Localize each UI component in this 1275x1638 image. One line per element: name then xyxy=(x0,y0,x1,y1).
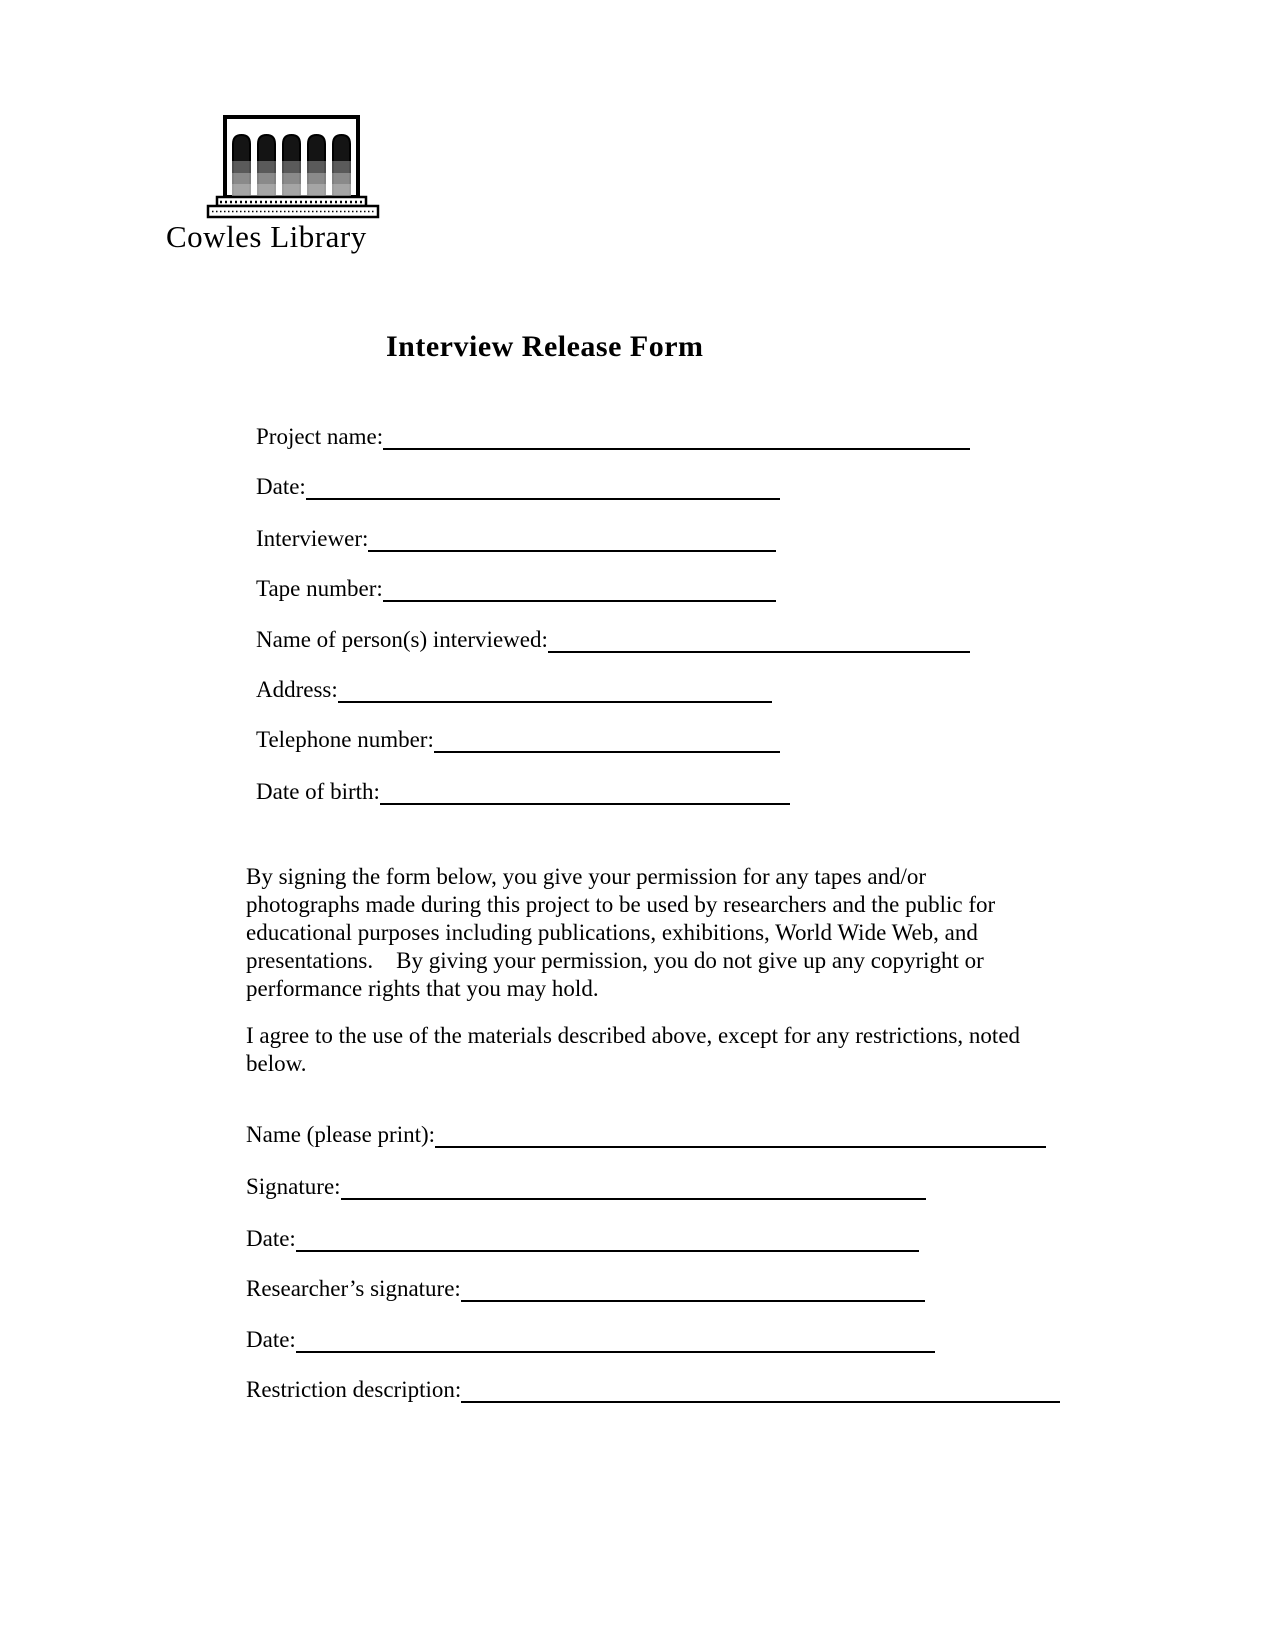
tape-number-line[interactable] xyxy=(383,570,776,602)
tape-number-label: Tape number: xyxy=(256,576,383,601)
field-row-date xyxy=(256,470,780,500)
field-row-researcher-signature xyxy=(246,1272,925,1302)
restriction-description-label: Restriction description: xyxy=(246,1377,462,1402)
library-name: Cowles Library xyxy=(166,219,367,254)
field-row-date-of-birth xyxy=(256,775,790,805)
field-row-project-name xyxy=(256,420,970,450)
print-name-label: Name (please print): xyxy=(246,1122,436,1147)
field-row-restriction-description xyxy=(246,1373,1060,1403)
address-label: Address: xyxy=(256,677,338,702)
date-of-birth-line[interactable] xyxy=(380,773,790,805)
signature-date-label: Date: xyxy=(246,1226,296,1251)
restriction-description-line[interactable] xyxy=(461,1371,1060,1403)
researcher-signature-label: Researcher’s signature: xyxy=(246,1276,461,1301)
field-row-researcher-date xyxy=(246,1323,935,1353)
persons-interviewed-line[interactable] xyxy=(548,621,970,653)
field-row-print-name xyxy=(246,1118,1046,1148)
date-line[interactable] xyxy=(306,468,780,500)
field-row-address xyxy=(256,673,772,703)
signature-label: Signature: xyxy=(246,1174,341,1199)
library-building-icon xyxy=(203,113,383,223)
field-row-persons-interviewed xyxy=(256,623,970,653)
field-row-signature-date xyxy=(246,1222,919,1252)
field-row-tape-number xyxy=(256,572,776,602)
field-row-interviewer xyxy=(256,522,776,552)
permission-paragraph: By signing the form below, you give your permission for any tapes and/or photographs made during this project to be used by researchers and the public for educational purposes including publications, exhibitions, World Wide Web, and presentations. By giving your permission, you do not give up any copyright or performance rights that you may hold. xyxy=(246,864,1001,1001)
telephone-line[interactable] xyxy=(434,721,780,753)
agreement-paragraph: I agree to the use of the materials described above, except for any restrictions, noted below. xyxy=(246,1023,1026,1076)
interviewer-label: Interviewer: xyxy=(256,526,369,551)
interviewer-line[interactable] xyxy=(368,520,776,552)
telephone-label: Telephone number: xyxy=(256,727,434,752)
page-title: Interview Release Form xyxy=(386,330,704,363)
address-line[interactable] xyxy=(338,671,772,703)
project-name-line[interactable] xyxy=(383,418,970,450)
signature-date-line[interactable] xyxy=(296,1220,919,1252)
date-label: Date: xyxy=(256,474,306,499)
field-row-signature xyxy=(246,1170,926,1200)
signature-line[interactable] xyxy=(341,1168,926,1200)
researcher-signature-line[interactable] xyxy=(461,1270,925,1302)
persons-interviewed-label: Name of person(s) interviewed: xyxy=(256,627,548,652)
print-name-line[interactable] xyxy=(435,1116,1046,1148)
researcher-date-label: Date: xyxy=(246,1327,296,1352)
date-of-birth-label: Date of birth: xyxy=(256,779,380,804)
researcher-date-line[interactable] xyxy=(296,1321,935,1353)
project-name-label: Project name: xyxy=(256,424,384,449)
field-row-telephone xyxy=(256,723,780,753)
